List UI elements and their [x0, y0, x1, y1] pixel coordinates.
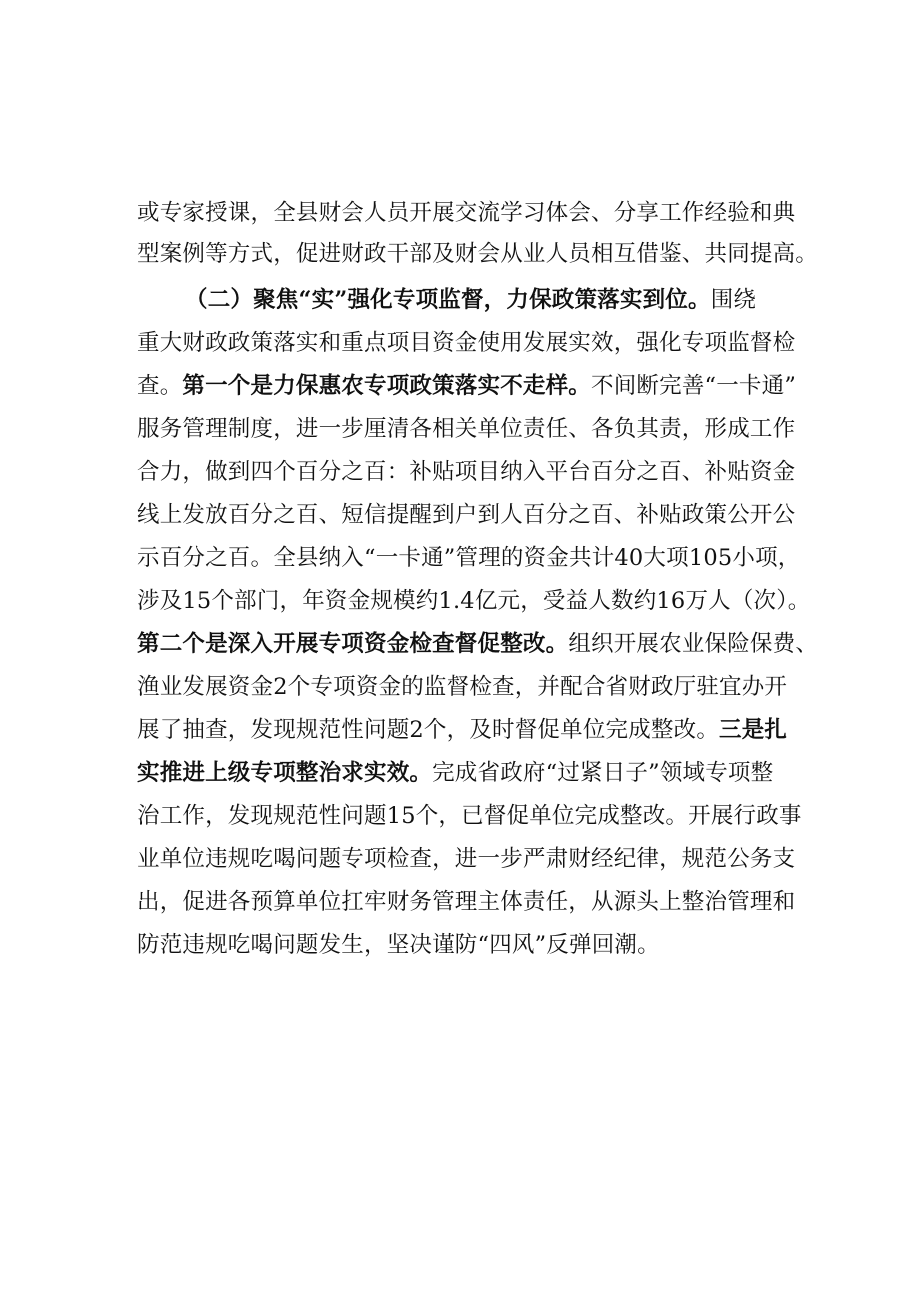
paragraph-line: 渔业发展资金2个专项资金的监督检查，并配合省财政厅驻宜办开 — [137, 674, 788, 700]
subheading-text: 第一个是力保惠农专项政策落实不走样。 — [182, 373, 592, 399]
paragraph-text: 查。 — [137, 373, 183, 399]
paragraph-text: 组织开展农业保险保费、 — [568, 631, 819, 657]
paragraph-line: 型案例等方式，促进财政干部及财会从业人员相互借鉴、共同提高。 — [137, 241, 819, 267]
paragraph-line: 服务管理制度，进一步厘清各相关单位责任、各负其责，形成工作 — [137, 416, 796, 442]
subheading-text: 实推进上级专项整治求实效。 — [137, 760, 433, 786]
paragraph-text: 展了抽查，发现规范性问题2个，及时督促单位完成整改。 — [137, 717, 720, 743]
paragraph-line: 防范违规吃喝问题发生，坚决谨防“四风”反弹回潮。 — [137, 932, 660, 958]
paragraph-line — [137, 629, 819, 659]
paragraph-line: 业单位违规吃喝问题专项检查，进一步严肃财经纪律，规范公务支 — [137, 846, 796, 872]
paragraph-line: 合力，做到四个百分之百：补贴项目纳入平台百分之百、补贴资金 — [137, 459, 796, 485]
paragraph-line: 出，促进各预算单位扛牢财务管理主体责任，从源头上整治管理和 — [137, 889, 796, 915]
paragraph-text: 完成省政府“过紧日子”领域专项整 — [432, 760, 774, 786]
subheading-text: 第二个是深入开展专项资金检查督促整改。 — [137, 631, 569, 657]
subheading-text: 三是扎 — [719, 717, 788, 743]
paragraph-line: 治工作，发现规范性问题15个，已督促单位完成整改。开展行政事 — [137, 803, 802, 829]
paragraph-text: 不间断完善“一卡通” — [591, 373, 797, 399]
paragraph-line — [137, 758, 797, 788]
paragraph-line — [137, 371, 797, 401]
section-heading: （二）聚焦“实”强化专项监督，力保政策落实到位。 — [185, 287, 711, 313]
paragraph-line: 或专家授课，全县财会人员开展交流学习体会、分享工作经验和典 — [137, 200, 796, 226]
paragraph-line: 重大财政政策落实和重点项目资金使用发展实效，强化专项监督检 — [137, 330, 796, 356]
section-heading-line — [185, 285, 845, 315]
paragraph-line — [137, 715, 797, 745]
paragraph-line: 涉及15个部门，年资金规模约1.4亿元，受益人数约16万人（次）。 — [137, 588, 811, 614]
paragraph-text: 围绕 — [710, 287, 757, 313]
paragraph-line: 示百分之百。全县纳入“一卡通”管理的资金共计40大项105小项， — [137, 545, 801, 571]
paragraph-line: 线上发放百分之百、短信提醒到户到人百分之百、补贴政策公开公 — [137, 502, 796, 528]
